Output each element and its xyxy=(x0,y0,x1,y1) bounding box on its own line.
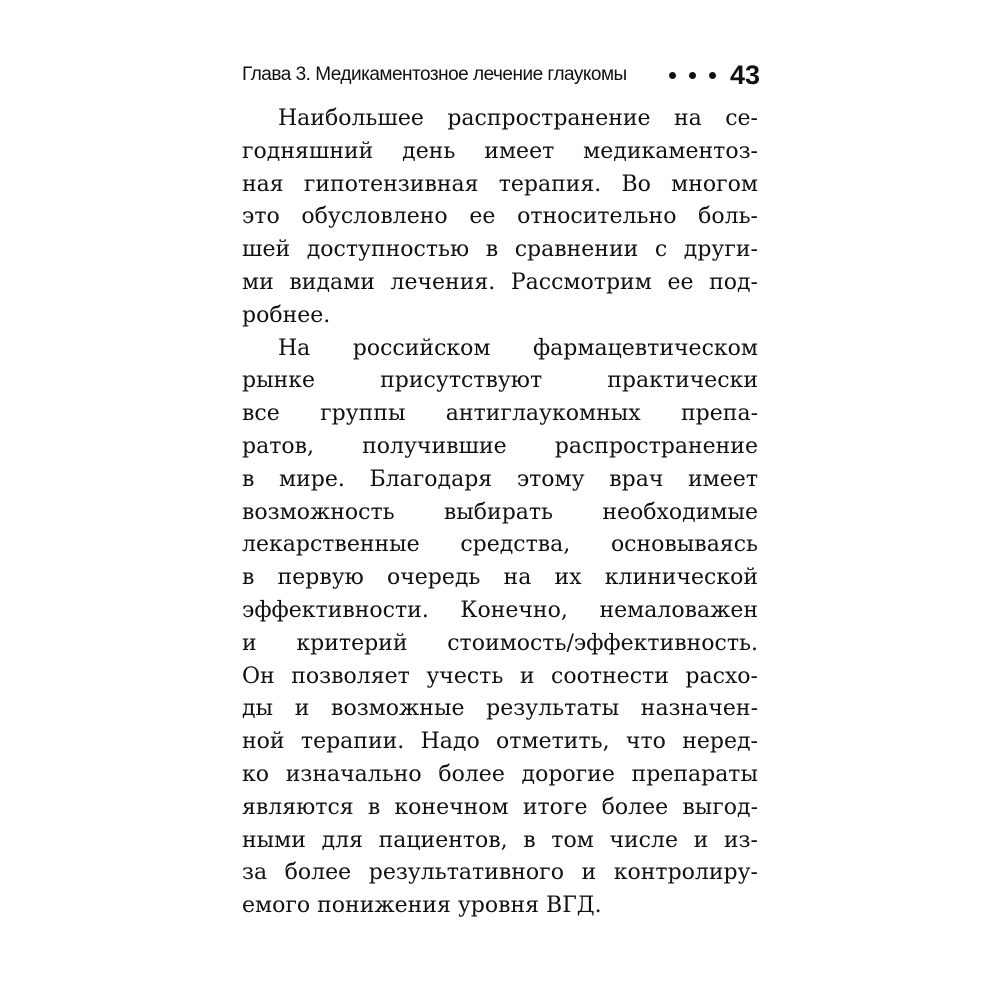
page-number: 43 xyxy=(729,59,760,90)
text-line: лекарственные средства, основываясь xyxy=(242,532,758,558)
text-line: в мире. Благодаря этому врач имеет xyxy=(242,466,758,492)
text-line: На российском фармацевтическом xyxy=(278,335,758,361)
text-line: эффективности. Конечно, немаловажен xyxy=(242,597,758,623)
text-line: ной терапии. Надо отметить, что неред- xyxy=(242,729,758,755)
paragraph-2 xyxy=(242,333,758,923)
text-line: это обусловлено ее относительно боль- xyxy=(242,204,758,230)
ornament-dots xyxy=(669,72,716,79)
dot-icon xyxy=(709,72,716,79)
text-line: рынке присутствуют практически xyxy=(242,368,758,394)
body-text xyxy=(242,103,758,923)
text-line: ми видами лечения. Рассмотрим ее под- xyxy=(242,269,758,295)
text-line: ко изначально более дорогие препараты xyxy=(242,761,758,787)
text-line: и критерий стоимость/эффективность. xyxy=(242,630,758,656)
text-line: шей доступностью в сравнении с други- xyxy=(242,237,758,263)
dot-icon xyxy=(689,72,696,79)
text-line: ными для пациентов, в том числе и из- xyxy=(242,827,758,853)
text-line: возможность выбирать необходимые xyxy=(242,499,758,525)
paragraph-1 xyxy=(242,103,758,333)
text-line: Наибольшее распространение на се- xyxy=(278,106,758,131)
text-line: в первую очередь на их клинической xyxy=(242,565,758,591)
text-line: ды и возможные результаты назначен- xyxy=(242,696,758,722)
dot-icon xyxy=(669,72,676,79)
text-line: за более результативного и контролиру- xyxy=(242,860,758,886)
text-line: все группы антиглаукомных препа- xyxy=(242,401,758,427)
text-line: ратов, получившие распространение xyxy=(242,433,758,459)
text-line: ная гипотензивная терапия. Во многом xyxy=(242,171,758,197)
text-line: являются в конечном итоге более выгод- xyxy=(242,794,758,820)
chapter-title: Глава 3. Медикаментозное лечение глаукомы xyxy=(242,64,627,85)
text-line: Он позволяет учесть и соотнести расхо- xyxy=(242,663,758,689)
text-line: робнее. xyxy=(242,302,331,328)
running-head-right xyxy=(669,59,760,90)
running-head xyxy=(242,58,760,92)
text-line: емого понижения уровня ВГД. xyxy=(242,893,602,919)
text-line: годняшний день имеет медикаментоз- xyxy=(242,138,758,164)
